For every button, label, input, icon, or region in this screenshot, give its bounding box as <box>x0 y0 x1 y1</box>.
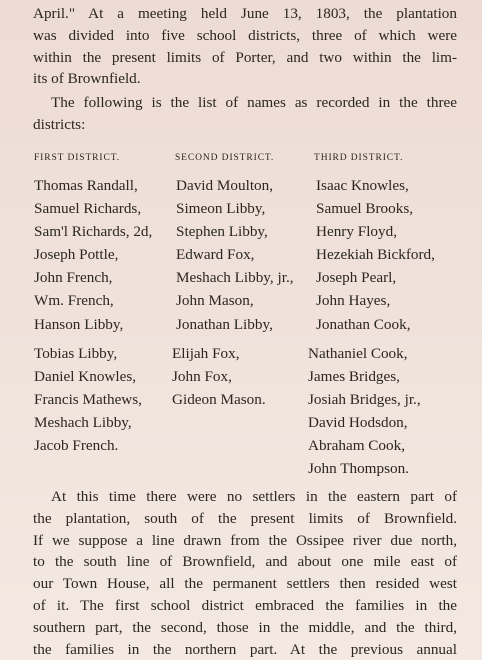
list-item: Wm. French, <box>34 292 114 310</box>
list-item: Samuel Brooks, <box>316 200 414 218</box>
text-line: the plantation, south of the present limits of Brownfield. <box>33 509 457 527</box>
list-item: Thomas Randall, <box>34 177 138 194</box>
list-item: Hezekiah Bickford, <box>316 246 435 264</box>
list-item: Jonathan Cook, <box>316 315 411 333</box>
second-district-list <box>176 174 294 336</box>
list-item: Abraham Cook, <box>308 437 406 455</box>
second-district-heading: SECOND DISTRICT. <box>175 153 275 163</box>
text-line: If we suppose a line drawn from the Ossipee river due north, <box>33 531 457 549</box>
list-item: John French, <box>34 269 113 287</box>
list-item: Francis Mathews, <box>34 391 142 409</box>
text-line: districts: <box>33 115 86 133</box>
list-item: Sam'l Richards, 2d, <box>34 223 153 241</box>
list-item: David Hodsdon, <box>308 414 408 432</box>
closing-paragraph <box>33 486 457 660</box>
list-item: John Thompson. <box>308 460 409 478</box>
first-district-heading: FIRST DISTRICT. <box>34 153 120 163</box>
list-item: Stephen Libby, <box>176 223 268 241</box>
list-item: John Mason, <box>176 292 254 310</box>
third-district-list <box>316 174 435 336</box>
text-line: the families in the northern part. At the previous annual <box>33 640 457 658</box>
intro-paragraph <box>33 3 457 90</box>
list-item: Gideon Mason. <box>172 391 266 409</box>
text-line: was divided into five school districts, three of which were <box>33 26 457 44</box>
text-line: The following is the list of names as recorded in the three <box>51 94 457 111</box>
list-item: Simeon Libby, <box>176 200 266 218</box>
list-item: Samuel Richards, <box>34 200 142 218</box>
list-item: Joseph Pottle, <box>34 246 119 264</box>
text-line: southern part, the second, those in the middle, and the third, <box>33 618 457 636</box>
list-item: Edward Fox, <box>176 246 255 264</box>
list-item: Daniel Knowles, <box>34 368 137 386</box>
first-district-list <box>34 174 152 336</box>
list-item: Jacob French. <box>34 437 119 455</box>
text-line: within the present limits of Porter, and two within the lim- <box>33 48 457 66</box>
third-district-list-continued <box>308 342 421 481</box>
list-item: Tobias Libby, <box>34 345 118 362</box>
list-item: Jonathan Libby, <box>176 315 273 333</box>
list-item: Henry Floyd, <box>316 223 397 241</box>
list-item: John Fox, <box>172 368 232 386</box>
list-item: Meshach Libby, jr., <box>176 269 294 287</box>
first-district-list-continued <box>34 342 142 457</box>
list-item: Elijah Fox, <box>172 345 240 362</box>
list-item: David Moulton, <box>176 177 274 194</box>
text-line: At this time there were no settlers in the eastern part of <box>51 488 457 505</box>
list-item: Hanson Libby, <box>34 315 124 333</box>
list-item: Isaac Knowles, <box>316 177 409 194</box>
text-line: of it. The first school district embraced the families in the <box>33 596 457 614</box>
text-line: its of Brownfield. <box>33 70 141 88</box>
list-item: Meshach Libby, <box>34 414 132 432</box>
list-item: James Bridges, <box>308 368 400 386</box>
second-district-list-continued <box>172 342 266 411</box>
text-line: our Town House, all the permanent settlers then resided west <box>33 575 457 593</box>
list-item: Joseph Pearl, <box>316 269 397 287</box>
list-item: John Hayes, <box>316 292 391 310</box>
text-line: April." At a meeting held June 13, 1803, the plantation <box>33 5 457 22</box>
list-item: Josiah Bridges, jr., <box>308 391 421 409</box>
third-district-heading: THIRD DISTRICT. <box>314 153 404 163</box>
lead-paragraph <box>33 92 457 136</box>
list-item: Nathaniel Cook, <box>308 345 408 362</box>
text-line: to the south line of Brownfield, and about one mile east of <box>33 553 457 571</box>
